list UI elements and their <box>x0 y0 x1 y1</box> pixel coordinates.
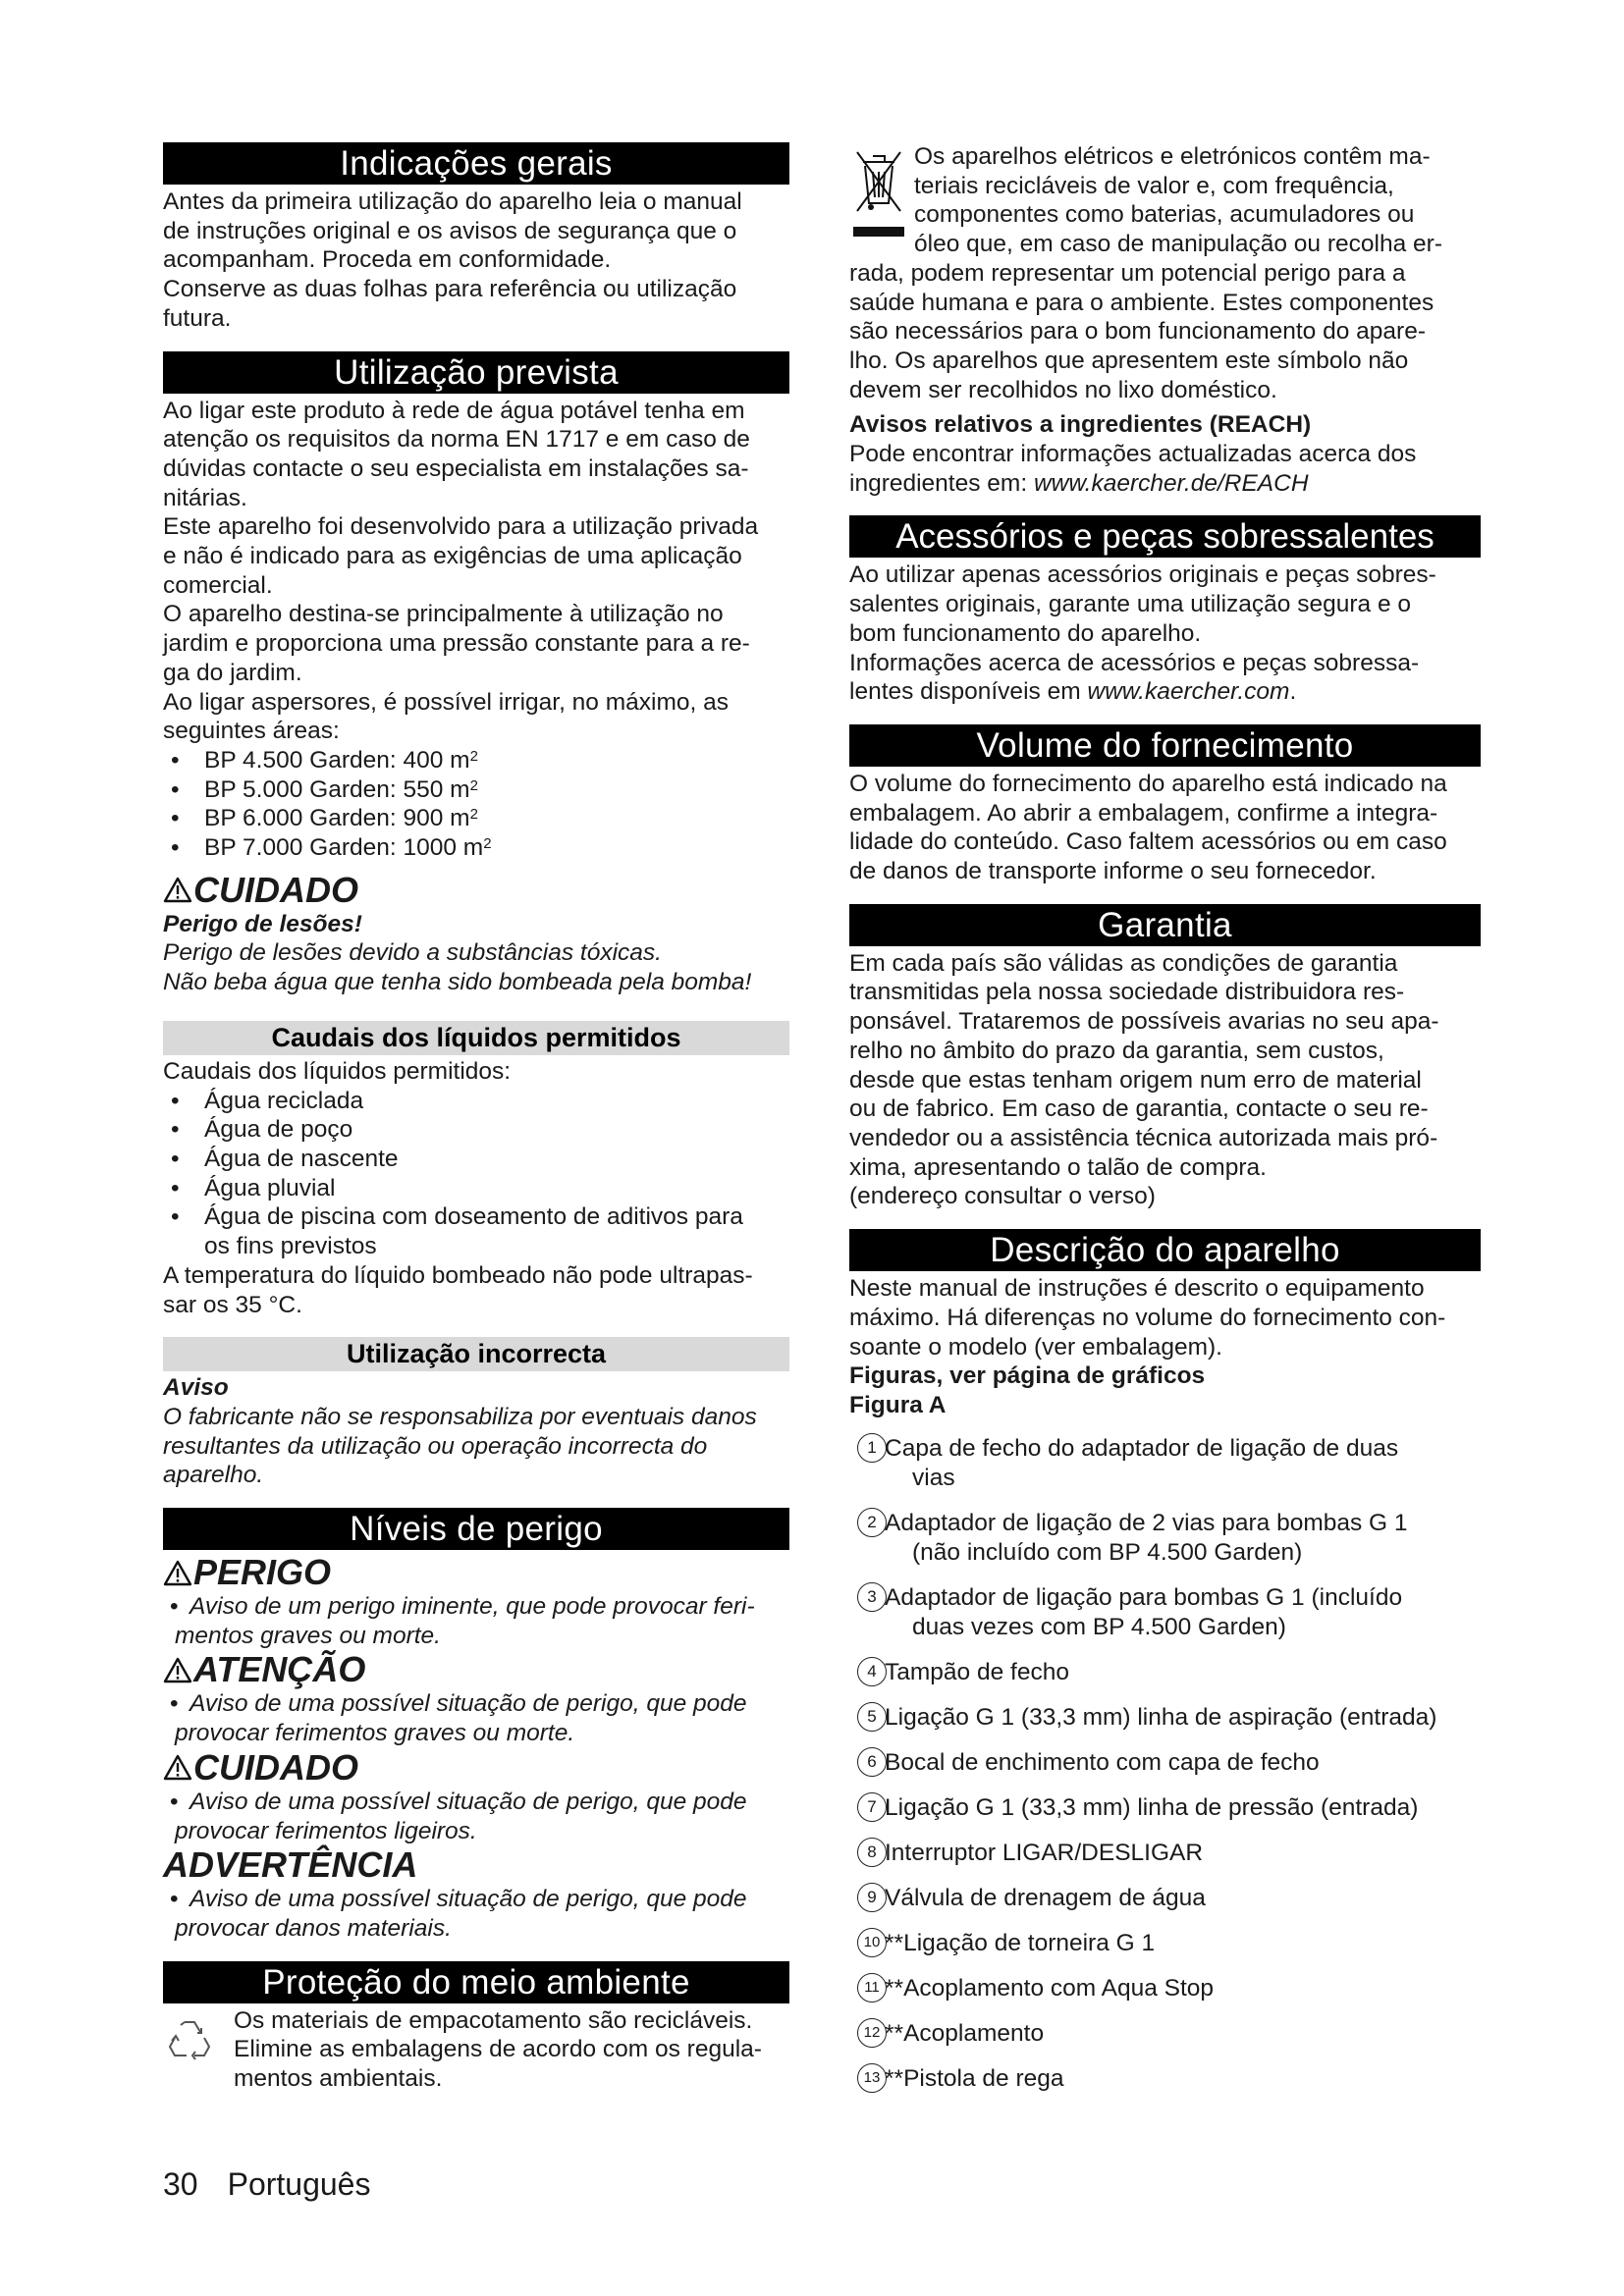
part-description <box>885 1884 1206 1913</box>
danger-level-item <box>163 1689 789 1747</box>
part-description-line: Tampão de fecho <box>885 1658 1069 1685</box>
danger-level-desc <box>163 1885 789 1943</box>
area-model: BP 6.000 Garden: 900 m <box>204 805 470 832</box>
intended-line: dúvidas contacte o seu especialista em instalações sa- <box>163 454 749 482</box>
part-description <box>885 1583 1402 1642</box>
area-item <box>163 775 789 805</box>
weee-top-line: Os aparelhos elétricos e eletrónicos contêm ma- <box>914 143 1431 170</box>
footer-language: Português <box>227 2166 371 2202</box>
description-line: máximo. Há diferenças no volume do fornecimento con- <box>849 1304 1446 1331</box>
heading-warranty: Garantia <box>849 904 1481 946</box>
accessories-suffix: . <box>1289 678 1297 706</box>
accessories-line: bom funcionamento do aparelho. <box>849 619 1202 647</box>
heading-intended-use: Utilização prevista <box>163 351 789 394</box>
crossed-out-bin-svg <box>849 142 908 252</box>
part-item <box>857 1658 1481 1687</box>
misuse-line: O fabricante não se responsabiliza por eventuais danos <box>163 1403 757 1430</box>
liquid-item-line: os fins previstos <box>204 1233 377 1260</box>
heading-misuse: Utilização incorrecta <box>163 1337 789 1371</box>
misuse-label: Aviso <box>163 1374 229 1402</box>
part-number-circle: 1 <box>857 1433 887 1463</box>
reach-prefix: ingredientes em: <box>849 469 1034 497</box>
liquids-intro: Caudais dos líquidos permitidos: <box>163 1057 512 1085</box>
part-description-line: Bocal de enchimento com capa de fecho <box>885 1748 1320 1776</box>
description-line: soante o modelo (ver embalagem). <box>849 1333 1222 1361</box>
general-text <box>163 187 789 334</box>
danger-level-item <box>163 1592 789 1650</box>
liquid-item-line: • Água pluvial <box>204 1174 336 1201</box>
danger-level-desc <box>163 1788 789 1845</box>
weee-line: rada, podem representar um potencial perigo para a <box>849 259 1406 287</box>
environment-line: Os materiais de empacotamento são recicláveis. <box>234 2006 753 2034</box>
area-model: BP 7.000 Garden: 1000 m <box>204 834 484 862</box>
intended-line: ga do jardim. <box>163 659 302 686</box>
general-line: acompanham. Proceda em conformidade. <box>163 246 612 274</box>
warning-triangle-icon <box>163 877 192 903</box>
intended-line: Ao ligar aspersores, é possível irrigar, no máximo, as <box>163 688 729 716</box>
heading-environment: Proteção do meio ambiente <box>163 1961 789 2003</box>
warranty-text <box>849 949 1481 1211</box>
area-item <box>163 833 789 863</box>
parts-list <box>857 1434 1481 2094</box>
part-description <box>885 2019 1044 2049</box>
heading-liquids: Caudais dos líquidos permitidos <box>163 1021 789 1055</box>
part-item <box>857 1434 1481 1493</box>
liquid-item <box>163 1115 789 1145</box>
heading-description: Descrição do aparelho <box>849 1229 1481 1271</box>
description-text <box>849 1274 1481 1362</box>
scope-text <box>849 770 1481 886</box>
part-description-line: Capa de fecho do adaptador de ligação de duas <box>885 1434 1399 1462</box>
danger-level-label: PERIGO <box>193 1552 332 1593</box>
danger-level-item <box>163 1788 789 1845</box>
crossed-out-bin-icon <box>849 142 914 258</box>
part-description <box>885 1509 1408 1568</box>
part-description-line: Adaptador de ligação de 2 vias para bombas G 1 <box>885 1509 1408 1536</box>
danger-level-heading <box>163 1650 789 1689</box>
part-description-line: (não incluído com BP 4.500 Garden) <box>912 1538 1303 1566</box>
scope-line: embalagem. Ao abrir a embalagem, confirme a integra- <box>849 799 1438 827</box>
part-number-circle: 8 <box>857 1838 887 1867</box>
danger-level-line: provocar danos materiais. <box>175 1914 452 1942</box>
warning-triangle-icon <box>163 1754 192 1781</box>
liquid-item-line: • Água de nascente <box>204 1145 399 1172</box>
left-column <box>163 142 789 2094</box>
intended-line: atenção os requisitos da norma EN 1717 e em caso de <box>163 426 750 454</box>
scope-line: de danos de transporte informe o seu fornecedor. <box>849 858 1377 885</box>
intended-line: Ao ligar este produto à rede de água potável tenha em <box>163 397 745 424</box>
part-description <box>885 1974 1214 2003</box>
danger-level-desc <box>163 1592 789 1650</box>
danger-level-label: ADVERTÊNCIA <box>163 1844 418 1886</box>
accessories-line: Informações acerca de acessórios e peças sobressa- <box>849 649 1420 676</box>
area-unit-exponent: 2 <box>469 776 478 794</box>
general-line: futura. <box>163 304 232 332</box>
heading-scope: Volume do fornecimento <box>849 724 1481 767</box>
figures-head: Figuras, ver página de gráficos <box>849 1362 1206 1390</box>
danger-level-line: • Aviso de uma possível situação de perigo, que pode <box>189 1886 747 1913</box>
accessories-text <box>849 561 1481 677</box>
warning-triangle-icon <box>163 1657 192 1683</box>
page-number: 30 <box>163 2166 198 2202</box>
part-description <box>885 1658 1069 1687</box>
accessories-prefix: lentes disponíveis em <box>849 678 1088 706</box>
part-description-line: vias <box>912 1464 955 1491</box>
page-footer <box>163 2166 370 2203</box>
warranty-line: transmitidas pela nossa sociedade distribuidora res- <box>849 979 1405 1006</box>
intended-line: O aparelho destina-se principalmente à utilização no <box>163 601 724 628</box>
heading-danger-levels: Níveis de perigo <box>163 1508 789 1550</box>
general-line: de instruções original e os avisos de segurança que o <box>163 217 737 244</box>
caution-text <box>163 938 789 996</box>
weee-line: são necessários para o bom funcionamento do apare- <box>849 318 1426 346</box>
liquid-item-line: • Água de poço <box>204 1116 353 1144</box>
area-unit-exponent: 2 <box>469 747 478 765</box>
warranty-line: xima, apresentando o talão de compra. <box>849 1153 1267 1181</box>
weee-text <box>849 259 1481 405</box>
misuse-line: aparelho. <box>163 1462 264 1489</box>
part-number-circle: 13 <box>857 2063 887 2093</box>
intended-line: e não é indicado para as exigências de uma aplicação <box>163 543 742 570</box>
danger-level-heading <box>163 1845 789 1885</box>
part-number-circle: 4 <box>857 1657 887 1686</box>
part-description-line: Ligação G 1 (33,3 mm) linha de pressão (entrada) <box>885 1793 1419 1821</box>
weee-block <box>849 142 1481 404</box>
danger-level-line: • Aviso de uma possível situação de perigo, que pode <box>189 1690 747 1718</box>
area-model: BP 4.500 Garden: 400 m <box>204 746 470 774</box>
part-number-circle: 10 <box>857 1928 887 1957</box>
warranty-line: Em cada país são válidas as condições de garantia <box>849 949 1398 977</box>
intended-line: jardim e proporciona uma pressão constante para a re- <box>163 630 750 658</box>
danger-level-item <box>163 1885 789 1943</box>
liquid-item-line: • Água reciclada <box>204 1087 364 1114</box>
description-line: Neste manual de instruções é descrito o equipamento <box>849 1275 1425 1303</box>
accessories-last <box>849 677 1481 707</box>
environment-line: mentos ambientais. <box>234 2065 443 2093</box>
part-description <box>885 1748 1320 1778</box>
danger-levels <box>163 1553 789 1944</box>
part-item <box>857 2064 1481 2094</box>
environment-text <box>234 2006 762 2094</box>
part-description-line: **Acoplamento <box>885 2019 1045 2047</box>
part-item <box>857 1929 1481 1958</box>
part-number-circle: 12 <box>857 2018 887 2048</box>
part-description-line: Ligação G 1 (33,3 mm) linha de aspiração (entrada) <box>885 1703 1437 1731</box>
part-item <box>857 1793 1481 1823</box>
intended-line: Este aparelho foi desenvolvido para a utilização privada <box>163 513 759 541</box>
misuse-line: resultantes da utilização ou operação incorrecta do <box>163 1432 708 1460</box>
weee-line: saúde humana e para o ambiente. Estes componentes <box>849 289 1435 316</box>
danger-level-line: • Aviso de um perigo iminente, que pode provocar feri- <box>189 1593 755 1621</box>
danger-level-line: • Aviso de uma possível situação de perigo, que pode <box>189 1788 747 1815</box>
danger-level-line: provocar ferimentos ligeiros. <box>175 1817 477 1844</box>
weee-line: lho. Os aparelhos que apresentem este símbolo não <box>849 347 1409 374</box>
part-number-circle: 2 <box>857 1508 887 1537</box>
right-column <box>849 142 1481 2109</box>
liquid-item <box>163 1174 789 1203</box>
part-item <box>857 1509 1481 1568</box>
liquids-note-line: A temperatura do líquido bombeado não pode ultrapas- <box>163 1261 753 1289</box>
part-description-line: **Pistola de rega <box>885 2064 1064 2092</box>
part-description-line: **Acoplamento com Aqua Stop <box>885 1974 1215 2002</box>
liquids-note-line: sar os 35 °C. <box>163 1291 302 1318</box>
part-item <box>857 2019 1481 2049</box>
danger-level-desc <box>163 1689 789 1747</box>
warranty-line: desde que estas tenham origem num erro de material <box>849 1066 1422 1094</box>
reach-head: Avisos relativos a ingredientes (REACH) <box>849 411 1312 439</box>
intended-line: seguintes áreas: <box>163 718 340 745</box>
area-unit-exponent: 2 <box>483 835 492 853</box>
area-model: BP 5.000 Garden: 550 m <box>204 775 470 803</box>
part-number-circle: 3 <box>857 1582 887 1612</box>
heading-accessories: Acessórios e peças sobressalentes <box>849 515 1481 558</box>
caution-line: Perigo de lesões devido a substâncias tóxicas. <box>163 939 662 967</box>
recycling-icon-svg <box>165 2014 214 2063</box>
intended-text <box>163 397 789 746</box>
danger-level-heading <box>163 1553 789 1592</box>
part-number-circle: 6 <box>857 1747 887 1777</box>
figure-a-label: Figura A <box>849 1391 947 1418</box>
warranty-line: relho no âmbito do prazo da garantia, sem custos, <box>849 1037 1384 1064</box>
part-description-line: Interruptor LIGAR/DESLIGAR <box>885 1839 1204 1866</box>
warning-triangle-icon <box>163 1560 192 1586</box>
scope-line: O volume do fornecimento do aparelho está indicado na <box>849 770 1447 797</box>
danger-level-line: mentos graves ou morte. <box>175 1622 441 1649</box>
liquid-item <box>163 1087 789 1116</box>
scope-line: lidade do conteúdo. Caso faltem acessórios ou em caso <box>849 828 1447 856</box>
danger-level-heading <box>163 1748 789 1788</box>
part-number-circle: 11 <box>857 1973 887 2002</box>
weee-line: devem ser recolhidos no lixo doméstico. <box>849 376 1277 403</box>
weee-top-line: teriais recicláveis de valor e, com frequência, <box>914 172 1394 199</box>
recycling-icon <box>163 2006 234 2094</box>
part-number-circle: 9 <box>857 1883 887 1912</box>
part-description <box>885 1793 1418 1823</box>
part-item <box>857 1703 1481 1733</box>
reach-link[interactable]: www.kaercher.de/REACH <box>1033 469 1309 497</box>
danger-level-label: ATENÇÃO <box>193 1649 366 1690</box>
liquid-item-line: • Água de piscina com doseamento de aditivos para <box>204 1203 743 1231</box>
part-item <box>857 1839 1481 1868</box>
general-line: Conserve as duas folhas para referência ou utilização <box>163 276 737 303</box>
area-item <box>163 804 789 833</box>
liquids-list <box>163 1087 789 1261</box>
part-description <box>885 2064 1064 2094</box>
part-description <box>885 1434 1398 1493</box>
part-item <box>857 1583 1481 1642</box>
weee-top-line: componentes como baterias, acumuladores ou <box>914 201 1415 229</box>
danger-level-line: provocar ferimentos graves ou morte. <box>175 1720 575 1747</box>
liquid-item <box>163 1145 789 1174</box>
part-description-line: Válvula de drenagem de água <box>885 1884 1206 1911</box>
part-item <box>857 1748 1481 1778</box>
warranty-line: ou de fabrico. Em caso de garantia, contacte o seu re- <box>849 1095 1429 1123</box>
environment-line: Elimine as embalagens de acordo com os regula- <box>234 2036 762 2063</box>
intended-line: comercial. <box>163 571 273 599</box>
warranty-line: ponsável. Trataremos de possíveis avarias no seu apa- <box>849 1008 1439 1036</box>
intended-line: nitárias. <box>163 484 247 511</box>
area-unit-exponent: 2 <box>469 806 478 824</box>
environment-row <box>163 2006 789 2094</box>
caution-heading <box>163 871 789 910</box>
part-description <box>885 1929 1155 1958</box>
caution-label: CUIDADO <box>193 869 358 910</box>
caution-head: Perigo de lesões! <box>163 910 362 937</box>
accessories-link[interactable]: www.kaercher.com <box>1087 678 1290 706</box>
part-number-circle: 7 <box>857 1792 887 1822</box>
reach-line2 <box>849 469 1481 499</box>
weee-top-text <box>849 142 1481 259</box>
area-item <box>163 746 789 775</box>
liquids-note <box>163 1261 789 1319</box>
warranty-line: vendedor ou a assistência técnica autorizada mais pró- <box>849 1124 1438 1151</box>
part-item <box>857 1884 1481 1913</box>
general-line: Antes da primeira utilização do aparelho leia o manual <box>163 188 742 215</box>
weee-top-line: óleo que, em caso de manipulação ou recolha er- <box>914 231 1442 258</box>
liquid-item <box>163 1202 789 1260</box>
misuse-text <box>163 1403 789 1490</box>
area-list <box>163 746 789 863</box>
part-description <box>885 1703 1436 1733</box>
part-item <box>857 1974 1481 2003</box>
caution-line: Não beba água que tenha sido bombeada pela bomba! <box>163 969 752 996</box>
accessories-line: Ao utilizar apenas acessórios originais e peças sobres- <box>849 561 1436 589</box>
part-number-circle: 5 <box>857 1702 887 1732</box>
reach-line1: Pode encontrar informações actualizadas acerca dos <box>849 441 1417 468</box>
part-description-line: duas vezes com BP 4.500 Garden) <box>912 1613 1286 1640</box>
part-description <box>885 1839 1203 1868</box>
part-description-line: **Ligação de torneira G 1 <box>885 1929 1156 1956</box>
accessories-line: salentes originais, garante uma utilização segura e o <box>849 591 1412 618</box>
part-description-line: Adaptador de ligação para bombas G 1 (incluído <box>885 1583 1403 1611</box>
heading-general: Indicações gerais <box>163 142 789 185</box>
danger-level-label: CUIDADO <box>193 1746 358 1788</box>
warranty-line: (endereço consultar o verso) <box>849 1183 1156 1210</box>
